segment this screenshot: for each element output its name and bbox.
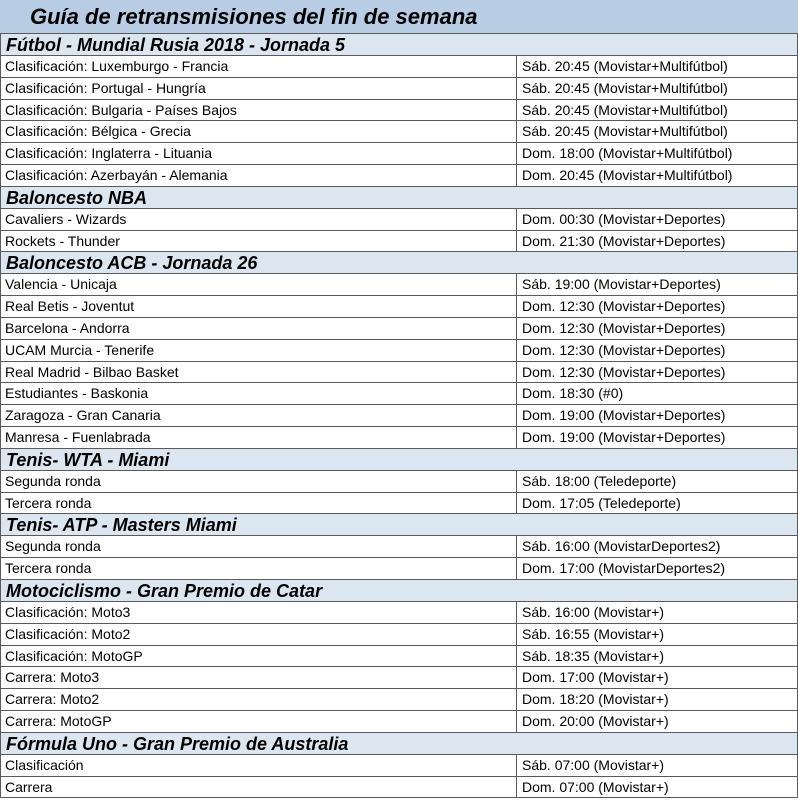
table-row (0, 231, 798, 253)
broadcast-time: Dom. 12:30 (Movistar+Deportes) (522, 363, 726, 380)
table-row (0, 536, 798, 558)
broadcast-time: Dom. 19:00 (Movistar+Deportes) (522, 428, 726, 445)
page-title: Guía de retransmisiones del fin de semana (0, 0, 798, 34)
event-name: Tercera ronda (1, 558, 517, 579)
event-name: Clasificación: Bulgaria - Países Bajos (1, 100, 517, 121)
section-header: Tenis- ATP - Masters Miami (0, 514, 798, 536)
table-row (0, 340, 798, 362)
broadcast-time: Dom. 21:30 (Movistar+Deportes) (522, 232, 726, 249)
broadcast-time: Sáb. 20:45 (Movistar+Multifútbol) (522, 58, 728, 74)
table-row (0, 121, 798, 143)
table-row (0, 755, 798, 777)
table-row (0, 362, 798, 384)
event-name: Clasificación (1, 755, 517, 776)
broadcast-time: Sáb. 20:45 (Movistar+Multifútbol) (522, 123, 728, 140)
table-row (0, 427, 798, 449)
table-row (0, 318, 798, 340)
event-name: Manresa - Fuenlabrada (1, 427, 517, 448)
broadcast-time: Dom. 17:00 (MovistarDeportes2) (522, 560, 726, 577)
event-name: Rockets - Thunder (1, 231, 517, 252)
table-row (0, 209, 798, 231)
table-row (0, 493, 798, 515)
broadcast-time: Sáb. 16:00 (MovistarDeportes2) (522, 538, 721, 555)
broadcast-time: Sáb. 07:00 (Movistar+) (522, 756, 665, 773)
table-row (0, 602, 798, 624)
table-row (0, 777, 798, 799)
broadcast-time: Dom. 00:30 (Movistar+Deportes) (522, 210, 726, 227)
table-row (0, 56, 798, 78)
table-row (0, 711, 798, 733)
broadcast-time: Dom. 12:30 (Movistar+Deportes) (522, 319, 726, 336)
event-name: Carrera: MotoGP (1, 711, 517, 732)
event-name: Real Madrid - Bilbao Basket (1, 362, 517, 383)
broadcast-time: Dom. 17:05 (Teledeporte) (522, 494, 681, 511)
sections-container (0, 34, 798, 798)
event-name: Segunda ronda (1, 471, 517, 492)
table-row (0, 646, 798, 668)
event-name: Estudiantes - Baskonia (1, 383, 517, 404)
broadcast-time: Dom. 12:30 (Movistar+Deportes) (522, 298, 726, 315)
event-name: Clasificación: Azerbayán - Alemania (1, 165, 517, 186)
event-name: Carrera: Moto2 (1, 689, 517, 710)
broadcast-time: Dom. 17:00 (Movistar+) (522, 669, 669, 686)
broadcast-time: Sáb. 20:45 (Movistar+Multifútbol) (522, 101, 728, 118)
section-header: Motociclismo - Gran Premio de Catar (0, 580, 798, 602)
table-row (0, 383, 798, 405)
table-row (0, 296, 798, 318)
event-name: Valencia - Unicaja (1, 274, 517, 295)
event-name: Clasificación: Inglaterra - Lituania (1, 143, 517, 164)
section-header: Baloncesto ACB - Jornada 26 (0, 252, 798, 274)
table-row (0, 624, 798, 646)
table-row (0, 143, 798, 165)
table-row (0, 689, 798, 711)
broadcast-time: Sáb. 16:55 (Movistar+) (522, 625, 665, 642)
broadcast-time: Dom. 12:30 (Movistar+Deportes) (522, 341, 726, 358)
broadcast-time: Dom. 20:00 (Movistar+) (522, 712, 669, 729)
table-row (0, 165, 798, 187)
event-name: Tercera ronda (1, 493, 517, 514)
event-name: UCAM Murcia - Tenerife (1, 340, 517, 361)
broadcast-time: Dom. 18:30 (#0) (522, 385, 624, 402)
broadcast-time: Sáb. 19:00 (Movistar+Deportes) (522, 276, 721, 293)
broadcast-time: Dom. 20:45 (Movistar+Multifútbol) (522, 166, 733, 183)
table-row (0, 405, 798, 427)
table-row (0, 78, 798, 100)
broadcast-time: Sáb. 18:00 (Teledeporte) (522, 472, 677, 489)
broadcast-time: Dom. 18:00 (Movistar+Multifútbol) (522, 145, 733, 162)
event-name: Real Betis - Joventut (1, 296, 517, 317)
broadcast-time: Dom. 18:20 (Movistar+) (522, 691, 669, 708)
event-name: Clasificación: Bélgica - Grecia (1, 121, 517, 142)
broadcast-time: Dom. 07:00 (Movistar+) (522, 778, 669, 795)
event-name: Clasificación: Moto3 (1, 602, 517, 623)
section-header: Fútbol - Mundial Rusia 2018 - Jornada 5 (0, 34, 798, 56)
event-name: Carrera: Moto3 (1, 667, 517, 688)
table-row (0, 667, 798, 689)
broadcast-time: Dom. 19:00 (Movistar+Deportes) (522, 407, 726, 424)
table-row (0, 471, 798, 493)
broadcast-time: Sáb. 18:35 (Movistar+) (522, 647, 665, 664)
event-name: Clasificación: Portugal - Hungría (1, 78, 517, 99)
event-name: Barcelona - Andorra (1, 318, 517, 339)
event-name: Cavaliers - Wizards (1, 209, 517, 230)
section-header: Fórmula Uno - Gran Premio de Australia (0, 733, 798, 755)
event-name: Segunda ronda (1, 536, 517, 557)
event-name: Clasificación: Moto2 (1, 624, 517, 645)
event-name: Clasificación: Luxemburgo - Francia (1, 56, 517, 77)
event-name: Clasificación: MotoGP (1, 646, 517, 667)
table-row (0, 558, 798, 580)
table-row (0, 100, 798, 122)
event-name: Zaragoza - Gran Canaria (1, 405, 517, 426)
table-row (0, 274, 798, 296)
section-header: Tenis- WTA - Miami (0, 449, 798, 471)
broadcast-time: Sáb. 20:45 (Movistar+Multifútbol) (522, 79, 728, 96)
broadcast-time: Sáb. 16:00 (Movistar+) (522, 603, 665, 620)
event-name: Carrera (1, 777, 517, 798)
section-header: Baloncesto NBA (0, 187, 798, 209)
